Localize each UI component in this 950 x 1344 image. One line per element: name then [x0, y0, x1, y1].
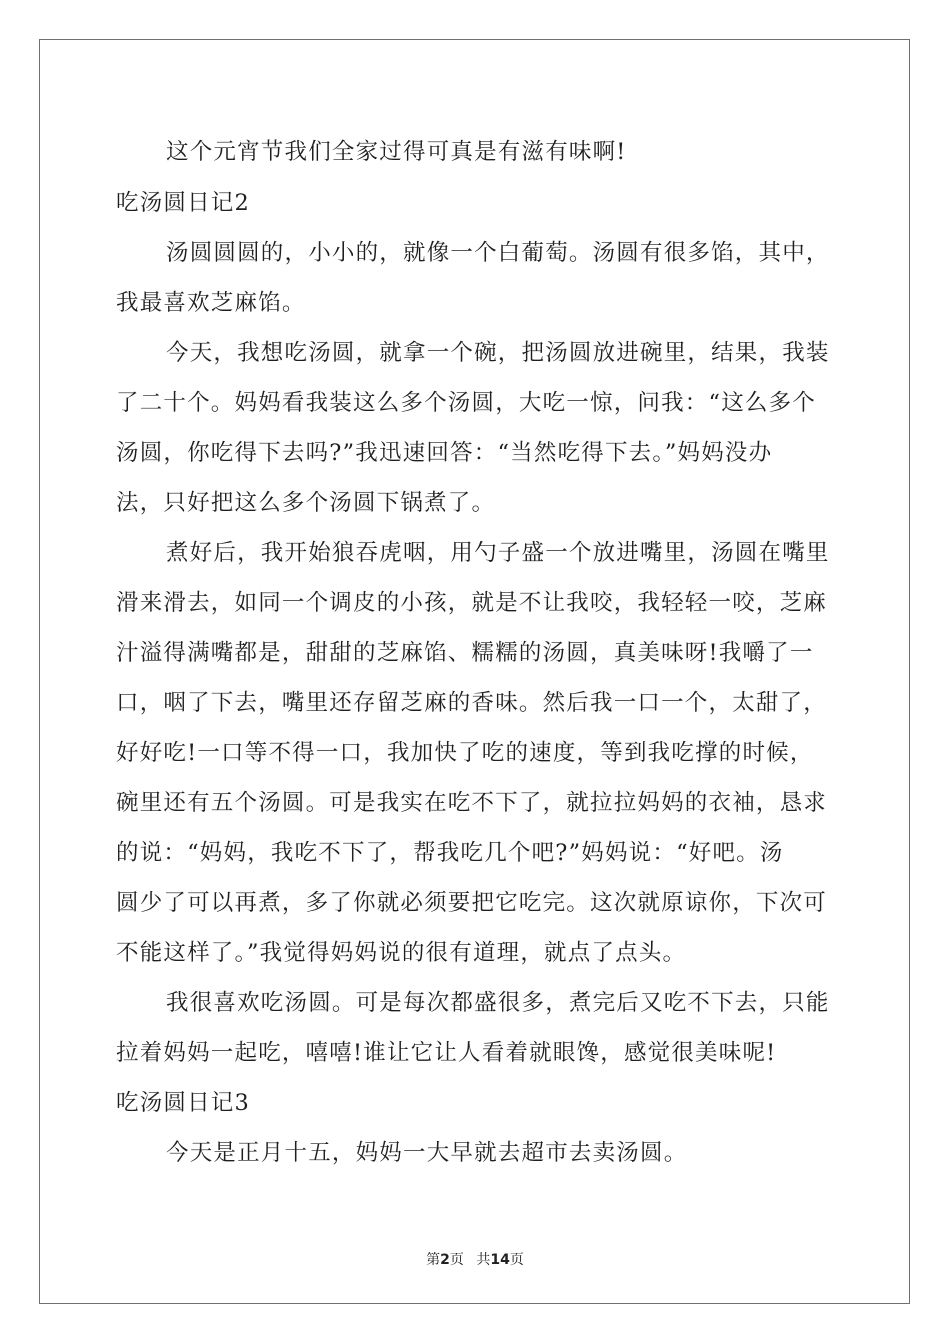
paragraph-line: 的说：“妈妈，我吃不下了，帮我吃几个吧?”妈妈说：“好吧。汤	[116, 840, 784, 866]
paragraph-line: 好好吃!一口等不得一口，我加快了吃的速度，等到我吃撑的时候，	[116, 740, 814, 766]
paragraph-line: 这个元宵节我们全家过得可真是有滋有味啊!	[166, 139, 627, 165]
page-label-prefix: 第	[426, 1252, 441, 1268]
paragraph-line: 今天是正月十五，妈妈一大早就去超市去卖汤圆。	[166, 1140, 688, 1166]
paragraph-line: 了二十个。妈妈看我装这么多个汤圆，大吃一惊，问我：“这么多个	[116, 390, 817, 416]
paragraph-line: 碗里还有五个汤圆。可是我实在吃不下了，就拉拉妈妈的衣袖，恳求	[116, 790, 828, 816]
paragraph-line: 圆少了可以再煮，多了你就必须要把它吃完。这次就原谅你，下次可	[116, 890, 828, 916]
paragraph-line: 拉着妈妈一起吃，嘻嘻!谁让它让人看着就眼馋，感觉很美味呢!	[116, 1040, 777, 1066]
section-heading: 吃汤圆日记3	[116, 1090, 251, 1116]
section-heading: 吃汤圆日记2	[116, 190, 251, 216]
paragraph-line: 汤圆圆圆的，小小的，就像一个白葡萄。汤圆有很多馅，其中，	[166, 240, 830, 266]
paragraph-line: 汁溢得满嘴都是，甜甜的芝麻馅、糯糯的汤圆，真美味呀!我嚼了一	[116, 640, 814, 666]
paragraph-line: 煮好后，我开始狼吞虎咽，用勺子盛一个放进嘴里，汤圆在嘴里	[166, 540, 830, 566]
paragraph-line: 我很喜欢吃汤圆。可是每次都盛很多，煮完后又吃不下去，只能	[166, 990, 830, 1016]
total-label-prefix: 共	[476, 1252, 491, 1268]
page-number: 2	[440, 1252, 450, 1268]
total-label-suffix: 页	[509, 1252, 524, 1268]
total-pages: 14	[490, 1252, 510, 1268]
paragraph-line: 口，咽了下去，嘴里还存留芝麻的香味。然后我一口一个，太甜了，	[116, 690, 828, 716]
paragraph-line: 滑来滑去，如同一个调皮的小孩，就是不让我咬，我轻轻一咬，芝麻	[116, 590, 828, 616]
paragraph-line: 我最喜欢芝麻馅。	[116, 290, 306, 316]
page-label-suffix: 页	[449, 1252, 464, 1268]
paragraph-line: 法，只好把这么多个汤圆下锅煮了。	[116, 490, 496, 516]
paragraph-line: 不能这样了。”我觉得妈妈说的很有道理，就点了点头。	[116, 940, 687, 966]
paragraph-line: 今天，我想吃汤圆，就拿一个碗，把汤圆放进碗里，结果，我装	[166, 340, 830, 366]
paragraph-line: 汤圆，你吃得下去吗?”我迅速回答：“当然吃得下去。”妈妈没办	[116, 440, 773, 466]
page-footer	[0, 1249, 950, 1269]
